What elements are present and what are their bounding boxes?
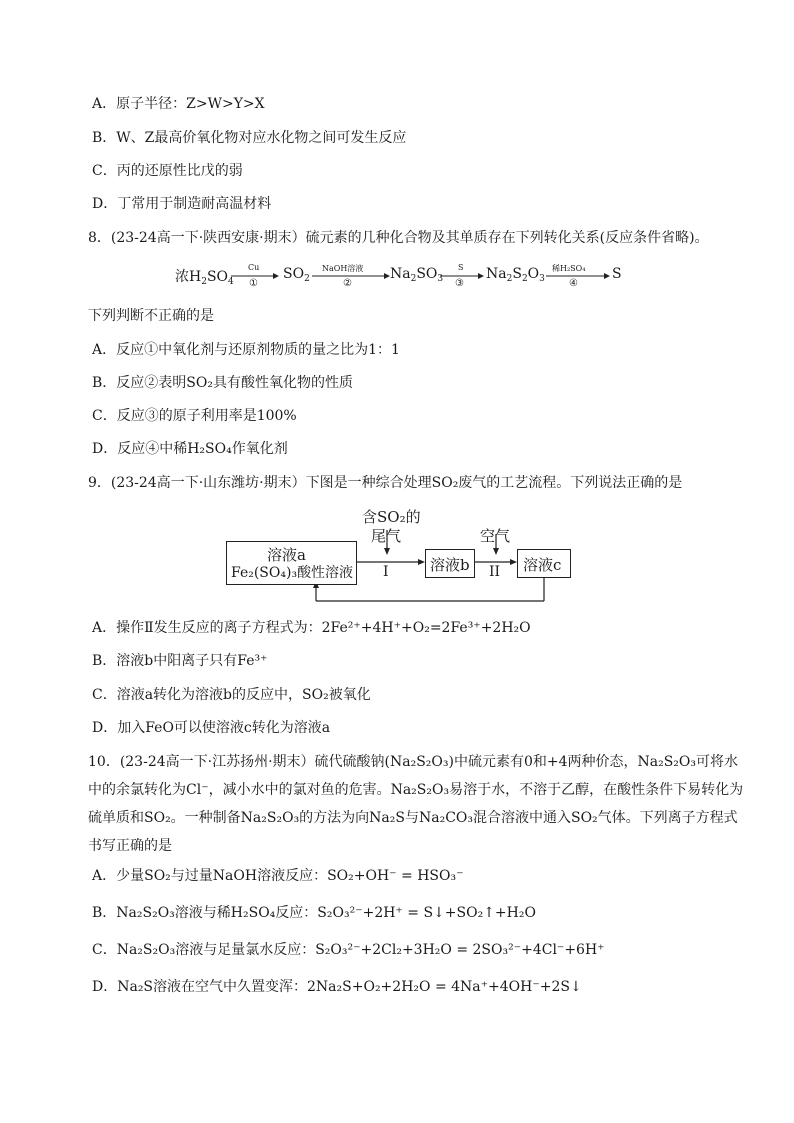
- q10-stem-line-1: 10．(23-24高一下·江苏扬州·期末）硫代硫酸钠(Na₂S₂O₃)中硫元素有0和+4两种价态，Na₂S₂O₃可将水: [88, 754, 739, 770]
- box-b-label: 溶液b: [430, 556, 470, 574]
- arrow-4-label: 稀H₂SO₄: [552, 264, 586, 273]
- box-a-title: 溶液a: [267, 546, 306, 564]
- step-1-label: I: [383, 564, 389, 580]
- q9-option-d: D．加入FeO可以使溶液c转化为溶液a: [92, 720, 331, 736]
- q8-stem: 8．(23-24高一下·陕西安康·期末）硫元素的几种化合物及其单质存在下列转化关系(反应条件省略)。: [88, 230, 709, 246]
- q10-stem-line-3: 硫单质和SO₂。一种制备Na₂S₂O₃的方法为向Na₂S与Na₂CO₃混合溶液中通入SO₂气体。下列离子方程式: [88, 810, 738, 826]
- arrow-4-number: ④: [569, 278, 578, 289]
- arrow-2-label: NaOH溶液: [322, 264, 364, 273]
- q10-option-a: A．少量SO₂与过量NaOH溶液反应：SO₂+OH⁻ = HSO₃⁻: [92, 868, 464, 884]
- q7-option-d: D．丁常用于制造耐高温材料: [92, 196, 272, 212]
- arrow-1-label: Cu: [248, 263, 260, 272]
- q8-reaction-chain: [0, 258, 794, 298]
- q8-option-d: D．反应④中稀H₂SO₄作氧化剂: [92, 441, 288, 457]
- q9-option-b: B．溶液b中阳离子只有Fe³⁺: [92, 653, 268, 669]
- arrow-2-number: ②: [343, 278, 352, 289]
- q8-option-b: B．反应②表明SO₂具有酸性氧化物的性质: [92, 375, 353, 391]
- q10-stem-line-4: 书写正确的是: [88, 838, 172, 854]
- box-a-formula: Fe₂(SO₄)₃酸性溶液: [231, 565, 354, 581]
- chain-na2s2o3: $Na_2S_2O_3$: [486, 266, 545, 284]
- q10-option-d: D．Na₂S溶液在空气中久置变浑：2Na₂S+O₂+2H₂O = 4Na⁺+4OH⁻+2S↓: [92, 979, 582, 995]
- q7-option-a: A．原子半径：Z>W>Y>X: [92, 96, 265, 112]
- q9-process-diagram: [0, 500, 794, 610]
- step-2-label: II: [489, 564, 501, 580]
- q9-option-c: C．溶液a转化为溶液b的反应中，SO₂被氧化: [92, 687, 371, 703]
- q10-option-c: C．Na₂S₂O₃溶液与足量氯水反应：S₂O₃²⁻+2Cl₂+3H₂O = 2SO₃²⁻+4Cl⁻+6H⁺: [92, 942, 605, 958]
- arrow-3-label: S: [458, 263, 464, 272]
- q10-option-b: B．Na₂S₂O₃溶液与稀H₂SO₄反应：S₂O₃²⁻+2H⁺ = S↓+SO₂↑+H₂O: [92, 905, 536, 921]
- q10-stem-line-2: 中的余氯转化为Cl⁻，减小水中的氯对鱼的危害。Na₂S₂O₃易溶于水，不溶于乙醇，在酸性条件下易转化为: [88, 782, 744, 798]
- chain-na2so3: $Na_2SO_3$: [390, 266, 444, 284]
- box-solution-b: [425, 549, 475, 578]
- arrow-3-number: ③: [455, 278, 464, 289]
- air-label: 空气: [480, 527, 511, 545]
- q9-stem: 9．(23-24高一下·山东潍坊·期末）下图是一种综合处理SO₂废气的工艺流程。下列说法正确的是: [88, 475, 683, 491]
- q8-option-c: C．反应③的原子利用率是100%: [92, 408, 297, 424]
- box-solution-c: [517, 549, 571, 578]
- chain-so2: $SO_2$: [283, 266, 310, 284]
- chain-start: 浓$H_2SO_4$: [175, 269, 234, 287]
- q7-option-c: C．丙的还原性比戊的弱: [92, 163, 243, 179]
- arrow-1-number: ①: [249, 278, 258, 289]
- chain-end: S: [612, 266, 622, 282]
- box-solution-a: [226, 541, 357, 585]
- q8-option-a: A．反应①中氧化剂与还原剂物质的量之比为1：1: [92, 342, 400, 358]
- q9-option-a: A．操作Ⅱ发生反应的离子方程式为：2Fe²⁺+4H⁺+O₂=2Fe³⁺+2H₂O: [92, 620, 531, 636]
- box-c-label: 溶液c: [523, 556, 562, 574]
- q8-question: 下列判断不正确的是: [88, 308, 214, 324]
- tail-gas-label-1: 含SO₂的: [362, 508, 421, 526]
- q7-option-b: B．W、Z最高价氧化物对应水化物之间可发生反应: [92, 130, 407, 146]
- tail-gas-label-2: 尾气: [371, 527, 402, 545]
